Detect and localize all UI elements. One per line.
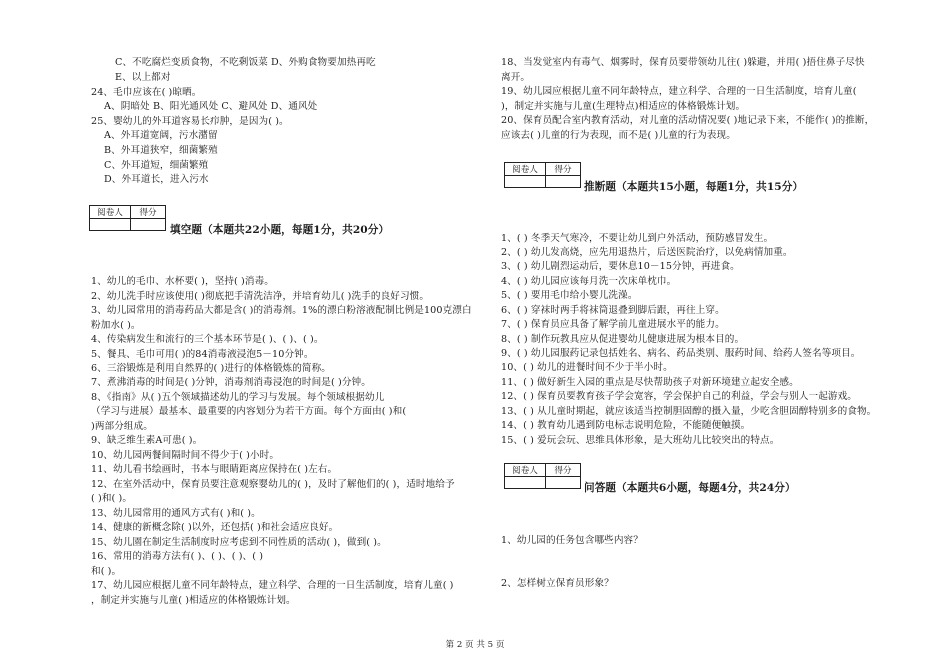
score-cell [546, 477, 581, 489]
fill-line: 7、煮沸消毒的时间是( )分钟，消毒剂消毒浸泡的时间是( )分钟。 [91, 377, 371, 388]
fill-line: 离开。 [501, 72, 531, 83]
fill-line: 应该去( )儿童的行为表现，而不是( )儿童的行为表现。 [501, 130, 736, 141]
score-label: 得分 [131, 206, 166, 219]
option-line: A、阴暗处 B、阳光通风处 C、避风处 D、通风处 [104, 101, 318, 112]
fill-line: 2、幼儿洗手时应该使用( )彻底把手清洗洁净，并培育幼儿( )洗手的良好习惯。 [91, 291, 430, 302]
fill-line: 9、缺乏维生素A可患( )。 [91, 435, 203, 446]
judge-line: 9、( ) 幼儿园服药记录包括姓名、病名、药品类别、服药时间、给药人签名等项目。 [501, 348, 861, 359]
score-box [504, 463, 581, 489]
reviewer-label: 阅卷人 [505, 464, 546, 477]
judge-line: 15、( ) 爱玩会玩、思维具体形象，是大班幼儿比较突出的特点。 [501, 435, 780, 446]
judge-line: 7、( ) 保育员应具备了解学前儿童进展水平的能力。 [501, 319, 725, 330]
fill-line: 15、幼儿園在制定生活制度时应考虑到不同性质的活动( )，做到( )。 [91, 537, 387, 548]
fill-line: 8、《指南》从( )五个领域描述幼儿的学习与发展。每个领域根据幼儿 [91, 392, 385, 403]
judge-line: 2、( ) 幼儿发高烧，应先用退热片，后送医院治疗，以免病情加重。 [501, 247, 793, 258]
judge-line: 11、( ) 做好新生入园的重点是尽快帮助孩子对新环境建立起安全感。 [501, 377, 799, 388]
judge-line: 8、( ) 制作玩教具应从促进婴幼儿健康进展为根本目的。 [501, 334, 745, 345]
section-title-judge: 推断题（本题共15小题，每题1分，共15分） [584, 181, 804, 193]
fill-line: 19、幼儿园应根据儿童不同年龄特点，建立科学、合理的一日生活制度，培育儿童( [501, 86, 857, 97]
fill-line: ，制定并实施与儿童( )相适应的体格锻炼计划。 [91, 595, 296, 606]
score-label: 得分 [546, 464, 581, 477]
reviewer-cell [505, 477, 546, 489]
score-box [89, 205, 166, 231]
fill-line: 14、健康的新概念除( )以外，还包括( )和社会适应良好。 [91, 522, 339, 533]
fill-line: 粉加水( )。 [91, 320, 141, 331]
fill-line: 和( )。 [91, 566, 122, 577]
reviewer-label: 阅卷人 [505, 163, 546, 176]
fill-line: 12、在室外活动中，保育员要注意观察婴幼儿的( )，及时了解他们的( )，适时地给予 [91, 479, 455, 490]
page-footer: 第 2 页 共 5 页 [445, 640, 505, 650]
section-title-fill: 填空题（本题共22小题，每题1分，共20分） [170, 224, 390, 236]
judge-line: 4、( ) 幼儿园应该每月洗一次床单枕巾。 [501, 276, 677, 287]
judge-line: 5、( ) 要用毛巾给小婴儿洗澡。 [501, 290, 638, 301]
judge-line: 14、( ) 教育幼儿遇到防电标志说明危险，不能随便触摸。 [501, 420, 751, 431]
fill-line: 11、幼儿看书绘画时，书本与眼睛距离应保持在( )左右。 [91, 464, 338, 475]
score-cell [546, 176, 581, 188]
fill-line: 4、传染病发生和流行的三个基本环节是( )、( )、( )。 [91, 334, 324, 345]
answer-question: 2、怎样树立保育员形象？ [501, 578, 614, 589]
option-line: A、外耳道宽阔，污水潴留 [104, 130, 218, 141]
fill-line: 20、保育员配合室内教育活动，对儿童的活动情况要( )地记录下来，不能作( )的推断， [501, 115, 875, 126]
fill-line: 16、常用的消毒方法有( )、( )、( )、( ) [91, 551, 264, 562]
fill-line: 5、餐具、毛巾可用( )的84消毒液浸泡5－10分钟。 [91, 349, 314, 360]
answer-question: 1、幼儿园的任务包含哪些内容？ [501, 535, 643, 546]
score-box [504, 162, 581, 188]
judge-line: 10、( ) 幼儿的进餐时间不少于半小时。 [501, 362, 673, 373]
fill-line: 10、幼儿园两餐间隔时间不得少于( )小时。 [91, 450, 280, 461]
fill-line: )两部分组成。 [91, 421, 154, 432]
fill-line: （学习与进展）最基本、最重要的内容划分为若干方面。每个方面由( )和( [91, 406, 407, 417]
judge-line: 1、( ) 冬季天气寒冷，不要让幼儿到户外活动，预防感冒发生。 [501, 233, 774, 244]
reviewer-label: 阅卷人 [90, 206, 131, 219]
question-line: 25、婴幼儿的外耳道容易长疖肿，是因为( )。 [91, 116, 289, 127]
judge-line: 13、( ) 从儿童时期起，就应该适当控制胆固醇的摄入量，少吃含胆固醇特别多的食物。 [501, 406, 877, 417]
fill-line: ( )和( )。 [91, 493, 133, 504]
reviewer-cell [90, 219, 131, 231]
option-line: C、外耳道短，细菌繁殖 [104, 160, 209, 171]
question-line: 24、毛巾应该在( )晾晒。 [91, 87, 202, 98]
fill-line: 17、幼儿园应根据儿童不同年龄特点，建立科学、合理的一日生活制度，培育儿童( ) [91, 580, 454, 591]
option-line: D、外耳道长，进入污水 [104, 174, 209, 185]
judge-line: 12、( ) 保育员要教育孩子学会宽容，学会保护自己的利益，学会与别人一起游戏。 [501, 391, 857, 402]
option-line: E、以上都对 [115, 72, 171, 83]
fill-line: 13、幼儿园常用的通风方式有( )和( )。 [91, 508, 261, 519]
fill-line: 18、当发觉室内有毒气、烟雾时，保育员要带领幼儿往( )躲避，并用( )捂住鼻子尽快 [501, 57, 865, 68]
option-line: B、外耳道狭窄，细菌繁殖 [104, 145, 218, 156]
judge-line: 6、( ) 穿袜时两手将袜筒退叠到脚后跟，再往上穿。 [501, 305, 725, 316]
fill-line: )，制定并实施与儿童(生理特点)相适应的体格锻炼计划。 [501, 101, 746, 112]
fill-line: 3、幼儿园常用的消毒药品大都是含( )的消毒剂。1%的漂白粉溶液配制比例是100克漂白 [91, 305, 472, 316]
reviewer-cell [505, 176, 546, 188]
judge-line: 3、( ) 幼儿剧烈运动后，要休息10－15分钟，再进食。 [501, 261, 740, 272]
section-title-answer: 问答题（本题共6小题，每题4分，共24分） [584, 482, 796, 494]
fill-line: 6、三浴锻炼是利用自然界的( )进行的体格锻炼的简称。 [91, 363, 331, 374]
option-line: C、不吃腐烂变质食物，不吃剩饭菜 D、外购食物要加热再吃 [115, 57, 376, 68]
score-label: 得分 [546, 163, 581, 176]
score-cell [131, 219, 166, 231]
fill-line: 1、幼儿的毛巾、水杯要( )，坚持( )消毒。 [91, 276, 274, 287]
